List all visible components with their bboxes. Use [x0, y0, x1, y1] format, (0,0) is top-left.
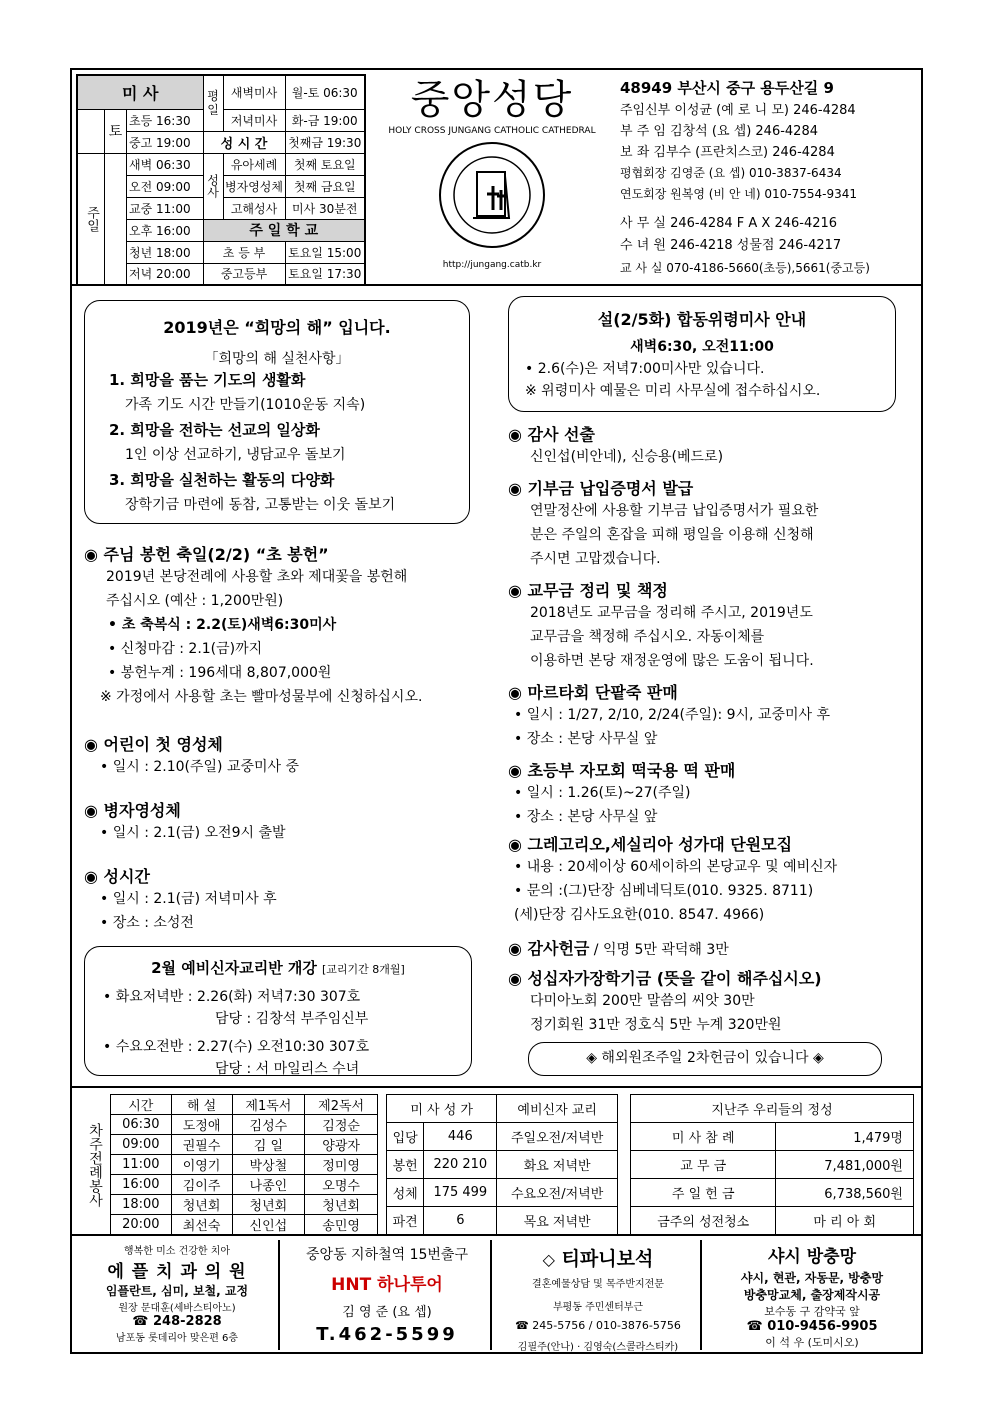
thanks-offering	[508, 936, 729, 959]
section-title: ◉ 성시간	[84, 867, 150, 886]
sunday-school-label: 주 일 학 교	[203, 219, 365, 241]
staff-line: 부 주 임 김창석 (요 셉) 246-4284	[620, 124, 818, 139]
baptism: 유아세례	[223, 153, 285, 175]
col-header: 미 사 성 가	[387, 1095, 497, 1123]
cell: 18:00	[111, 1195, 172, 1215]
cell: 정미영	[305, 1155, 378, 1175]
section-text: • 내용 : 20세이상 60세이하의 본당교우 및 예비신자	[514, 859, 838, 875]
mass-schedule-table	[76, 74, 366, 286]
section-text: (세)단장 김사도요한(010. 8547. 4966)	[514, 907, 765, 923]
section-text: • 초 축복식 : 2.2(토)새벽6:30미사	[108, 617, 337, 633]
ad-travel	[284, 1240, 492, 1350]
ad-text: 부평동 주민센터부근	[552, 1302, 644, 1313]
sun-main-time: 11:00	[156, 201, 191, 216]
cell: 446	[424, 1123, 497, 1151]
candle-section	[84, 542, 422, 709]
staff-line: 주임신부 이성균 (예 로 니 모) 246-4284	[620, 103, 856, 118]
memorial-time: 새벽6:30, 오전11:00	[630, 339, 774, 355]
ad-text: 김 영 준 (요 셉)	[342, 1305, 432, 1320]
catechumen-line: • 수요오전반 : 2.27(수) 오전10:30 307호	[103, 1039, 370, 1055]
cell: 06:30	[111, 1115, 172, 1135]
sick-communion-section	[84, 798, 286, 845]
col-header: 예비신자 교리	[497, 1095, 618, 1123]
staff-line: 연도회장 원복영 (비 안 네) 010-7554-9341	[620, 187, 857, 201]
cell: 김 일	[232, 1135, 305, 1155]
cell: 금주의 성전청소	[631, 1207, 776, 1235]
weekday-evening: 저녁미사	[223, 109, 285, 131]
ad-dental	[76, 1240, 280, 1350]
section-text: 정기회원 31만 정호식 5만 누계 320만원	[530, 1017, 782, 1033]
cell: 7,481,000원	[776, 1151, 914, 1179]
ad-phone: T.462-5599	[316, 1324, 458, 1345]
ad-text: 남포동 롯데리아 맞은편 6층	[115, 1333, 239, 1344]
memorial-note: ※ 위령미사 예물은 미리 사무실에 접수하십시오.	[525, 383, 821, 399]
cell: 마 리 아 회	[776, 1207, 914, 1235]
sun-afternoon-time: 16:00	[156, 223, 191, 238]
catechumen-line: 담당 : 서 마일리스 수녀	[215, 1061, 360, 1077]
section-text: 교무금을 책정해 주십시오. 자동이체를	[530, 629, 765, 645]
hope-item-detail: 가족 기도 시간 만들기(1010운동 지속)	[125, 397, 366, 413]
holy-hour-label: 성 시 간	[203, 131, 285, 153]
cell: 도정애	[171, 1115, 232, 1135]
cell: 교 무 금	[631, 1151, 776, 1179]
cell: 09:00	[111, 1135, 172, 1155]
hope-subtitle: 「희망의 해 실천사항」	[204, 351, 350, 367]
hope-item: 2. 희망을 전하는 선교의 일상화	[109, 421, 320, 439]
weekday-label: 평일	[203, 75, 223, 131]
section-text: 주십시오 (예산 : 1,200만원)	[106, 593, 284, 609]
church-url: http://jungang.catb.kr	[442, 260, 542, 270]
section-text: • 신청마감 : 2.1(금)까지	[108, 641, 263, 657]
cell: 주일오전/저녁반	[497, 1123, 618, 1151]
header-divider	[72, 284, 921, 286]
section-text: 이용하면 본당 재정운영에 많은 도움이 됩니다.	[530, 653, 814, 669]
staff-line: 보 좌 김부수 (프란치스코) 246-4284	[620, 145, 835, 160]
masthead	[372, 74, 612, 270]
ads-divider	[72, 1234, 921, 1236]
cell: 175 499	[424, 1179, 497, 1207]
weekday-dawn-time: 월-토 06:30	[285, 75, 365, 109]
cell: 미 사 참 례	[631, 1123, 776, 1151]
tithe-section	[508, 578, 814, 673]
section-title: ◉ 주님 봉헌 축일(2/2) “초 봉헌”	[84, 545, 329, 564]
sun-young: 청년	[129, 245, 153, 260]
cell: 신인섭	[232, 1215, 305, 1235]
cell: 220 210	[424, 1151, 497, 1179]
col-header: 시간	[111, 1095, 172, 1115]
catechumen-box	[84, 946, 472, 1076]
ad-text: 결혼예물상담 및 목주반지전문	[532, 1279, 664, 1290]
section-title: ◉ 성십자가장학기금 (뜻을 같이 해주십시오)	[508, 969, 822, 988]
ad-title: 샤시 방충망	[767, 1247, 857, 1267]
section-text: 다미아노회 200만 말씀의 씨앗 30만	[530, 993, 755, 1009]
section-text: • 일시 : 2.1(금) 오전9시 출발	[100, 825, 286, 841]
cross-fund-section	[508, 966, 822, 1037]
cell: 청년회	[171, 1195, 232, 1215]
convent-phone: 수 녀 원 246-4218 성물점 246-4217	[620, 238, 842, 253]
duty-side-label: 차주전례봉사	[87, 1123, 103, 1207]
cell: 이영기	[171, 1155, 232, 1175]
section-text: • 일시 : 2.1(금) 저녁미사 후	[100, 891, 277, 907]
hope-item: 1. 희망을 품는 기도의 생활화	[109, 371, 306, 389]
ad-logo: HNT 하나투어	[331, 1275, 443, 1295]
cell: 박상철	[232, 1155, 305, 1175]
section-text: 2018년도 교무금을 정리해 주시고, 2019년도	[530, 605, 813, 621]
school-kids: 초 등 부	[203, 241, 285, 263]
porridge-section	[508, 680, 830, 751]
confession-time: 미사 30분전	[285, 197, 365, 219]
office-phone: 사 무 실 246-4284 F A X 246-4216	[620, 216, 838, 231]
section-text: 연말정산에 사용할 기부금 납입증명서가 필요한	[530, 503, 819, 519]
auditor-section	[508, 422, 723, 469]
ad-text: 임플란트, 심미, 보철, 교정	[105, 1284, 249, 1298]
section-text: • 장소 : 본당 사무실 앞	[514, 809, 658, 825]
cell: 입당	[387, 1123, 424, 1151]
ad-phone: ☎ 248-2828	[132, 1314, 222, 1329]
confession: 고해성사	[223, 197, 285, 219]
school-kids-time: 토요일 15:00	[285, 241, 365, 263]
cell: 양광자	[305, 1135, 378, 1155]
section-text: • 장소 : 소성전	[100, 915, 194, 931]
section-title: ◉ 병자영성체	[84, 801, 181, 820]
cell: 화요 저녁반	[497, 1151, 618, 1179]
ad-text: 원장 문대훈(세바스티아노)	[118, 1303, 236, 1314]
overseas-aid-notice: ◈ 해외원조주일 2차헌금이 있습니다 ◈	[528, 1042, 882, 1076]
section-text: • 장소 : 본당 사무실 앞	[514, 731, 658, 747]
weekday-dawn: 새벽미사	[223, 75, 285, 109]
section-text: 분은 주일의 혼잡을 피해 평일을 이용해 신청해	[530, 527, 814, 543]
sat-kids-time: 16:30	[156, 113, 191, 128]
choir-section	[508, 832, 837, 927]
memorial-box	[508, 296, 896, 412]
cell: 11:00	[111, 1155, 172, 1175]
saturday-label: 토	[105, 109, 127, 153]
section-title: ◉ 어린이 첫 영성체	[84, 735, 223, 754]
contact-block	[620, 76, 920, 279]
ad-text: 보수동 구 감약국 앞	[764, 1305, 860, 1318]
rice-cake-section	[508, 758, 735, 829]
catechumen-period: [교리기간 8개월]	[322, 963, 405, 976]
holy-hour-time: 첫째금 19:30	[285, 131, 365, 153]
cell: 최선숙	[171, 1215, 232, 1235]
sun-dawn: 새벽	[129, 157, 153, 172]
cell: 청년회	[305, 1195, 378, 1215]
col-header: 제2독서	[305, 1095, 378, 1115]
cell: 김정순	[305, 1115, 378, 1135]
sick-communion-time: 첫째 금요일	[285, 175, 365, 197]
memorial-note: • 2.6(수)은 저녁7:00미사만 있습니다.	[525, 361, 765, 377]
sun-main: 교중	[129, 201, 153, 216]
address: 48949 부산시 중구 용두산길 9	[620, 79, 834, 97]
church-title: 중앙성당	[410, 77, 574, 123]
sacrament-label: 성사	[203, 153, 223, 219]
cell: 봉헌	[387, 1151, 424, 1179]
memorial-title: 설(2/5화) 합동위령미사 안내	[597, 310, 807, 329]
ad-text: 중앙동 지하철역 15번출구	[306, 1247, 468, 1263]
cell: 수요오전/저녁반	[497, 1179, 618, 1207]
cell: 김이주	[171, 1175, 232, 1195]
section-text: / 익명 5만 곽덕해 3만	[589, 942, 729, 958]
hope-box	[84, 300, 470, 524]
section-title: ◉ 마르타회 단팥죽 판매	[508, 683, 678, 702]
section-text: 주시면 고맙겠습니다.	[530, 551, 661, 567]
ad-phone: ☎ 245-5756 / 010-3876-5756	[515, 1319, 681, 1332]
cell: 6	[424, 1207, 497, 1235]
cell: 20:00	[111, 1215, 172, 1235]
cell: 목요 저녁반	[497, 1207, 618, 1235]
cell: 청년회	[232, 1195, 305, 1215]
ad-title: 에 플 치 과 의 원	[107, 1262, 247, 1282]
ad-text: 행복한 미소 건강한 치아	[123, 1246, 231, 1257]
donation-receipt-section	[508, 476, 818, 571]
section-text: • 봉헌누계 : 196세대 8,807,000원	[108, 665, 332, 681]
sun-afternoon: 오후	[129, 223, 153, 238]
col-header: 제1독서	[232, 1095, 305, 1115]
hope-item-detail: 장학기금 마련에 동참, 고통받는 이웃 돌보기	[125, 497, 396, 513]
cell: 권필수	[171, 1135, 232, 1155]
section-title: ◉ 감사 선출	[508, 425, 595, 444]
sun-evening-time: 20:00	[156, 267, 191, 282]
first-communion-section	[84, 732, 299, 779]
staff-line: 평협회장 김영준 (요 셉) 010-3837-6434	[620, 166, 842, 180]
sun-dawn-time: 06:30	[156, 157, 191, 172]
cell: 6,738,560원	[776, 1179, 914, 1207]
cell: 성체	[387, 1179, 424, 1207]
hope-item-detail: 1인 이상 선교하기, 냉담교우 돌보기	[125, 447, 346, 463]
section-text: 신인섭(비안네), 신승용(베드로)	[530, 449, 724, 465]
section-text: • 일시 : 1/27, 2/10, 2/24(주일): 9시, 교중미사 후	[514, 707, 831, 723]
cell: 김성수	[232, 1115, 305, 1135]
mass-title: 미 사	[77, 75, 203, 109]
sun-morning-time: 09:00	[156, 179, 191, 194]
holy-hour-section	[84, 864, 277, 935]
section-title: ◉ 초등부 자모회 떡국용 떡 판매	[508, 761, 736, 780]
mass-stats-table	[386, 1094, 618, 1235]
cell: 나종인	[232, 1175, 305, 1195]
sat-youth-time: 19:00	[156, 135, 191, 150]
catechumen-line: 담당 : 김창석 부주임신부	[215, 1011, 369, 1027]
ad-window	[706, 1240, 918, 1350]
weekday-evening-time: 화-금 19:00	[285, 109, 365, 131]
section-title: ◉ 교무금 정리 및 책정	[508, 581, 668, 600]
ad-text: 이 석 우 (도미시오)	[765, 1336, 859, 1349]
hope-title: 2019년은 “희망의 해” 입니다.	[163, 318, 391, 337]
diamond-icon: ◇	[542, 1250, 555, 1269]
sun-morning: 오전	[129, 179, 153, 194]
hope-item: 3. 희망을 실천하는 활동의 다양화	[109, 471, 335, 489]
catechumen-title: 2월 예비신자교리반 개강	[151, 959, 317, 977]
cell: 송민영	[305, 1215, 378, 1235]
catechumen-line: • 화요저녁반 : 2.26(화) 저녁7:30 307호	[103, 989, 361, 1005]
duty-table	[110, 1094, 378, 1235]
church-logo	[437, 140, 547, 250]
ad-title	[496, 1244, 700, 1271]
ad-phone: ☎ 010-9456-9905	[746, 1319, 878, 1334]
school-youth-time: 토요일 17:30	[285, 263, 365, 285]
section-title: ◉ 그레고리오,세실리아 성가대 단원모집	[508, 835, 793, 854]
offering-title: 지난주 우리들의 정성	[631, 1095, 914, 1123]
section-title: ◉ 기부금 납입증명서 발급	[508, 479, 694, 498]
section-text: • 일시 : 2.10(주일) 교중미사 중	[100, 759, 300, 775]
ad-text: 방충망교체, 출장제작시공	[743, 1288, 881, 1302]
offering-table	[630, 1094, 914, 1235]
section-text: 2019년 본당전례에 사용할 초와 제대꽃을 봉헌해	[106, 569, 408, 585]
sat-kids: 초등	[129, 113, 153, 128]
sick-communion: 병자영성체	[223, 175, 285, 197]
church-subtitle: HOLY CROSS JUNGANG CATHOLIC CATHEDRAL	[388, 126, 596, 136]
sunday-label: 주일	[77, 153, 105, 285]
sun-young-time: 18:00	[156, 245, 191, 260]
section-text: • 문의 :(그)단장 심베네딕토(010. 9325. 8711)	[514, 883, 814, 899]
footer-divider	[72, 1086, 921, 1088]
section-text: ※ 가정에서 사용할 초는 빨마성물부에 신청하십시오.	[100, 689, 423, 705]
ad-text: 샤시, 현관, 자동문, 방충망	[740, 1271, 884, 1285]
col-header: 해 설	[171, 1095, 232, 1115]
cell: 파견	[387, 1207, 424, 1235]
cell: 16:00	[111, 1175, 172, 1195]
section-title: ◉ 감사헌금	[508, 939, 590, 958]
cell: 1,479명	[776, 1123, 914, 1151]
ad-title-text: 티파니보석	[561, 1248, 654, 1270]
ad-text: 김필주(안나) · 김영숙(스콜라스티카)	[517, 1342, 679, 1353]
cell: 주 일 헌 금	[631, 1179, 776, 1207]
teacher-phone: 교 사 실 070-4186-5660(초등),5661(중고등)	[620, 261, 870, 275]
ad-jewelry	[496, 1240, 702, 1353]
bulletin-page	[70, 68, 923, 1354]
baptism-time: 첫째 토요일	[285, 153, 365, 175]
sat-youth: 중고	[129, 135, 153, 150]
school-youth: 중고등부	[203, 263, 285, 285]
section-text: • 일시 : 1.26(토)~27(주일)	[514, 785, 691, 801]
cell: 오명수	[305, 1175, 378, 1195]
sun-evening: 저녁	[129, 267, 153, 282]
